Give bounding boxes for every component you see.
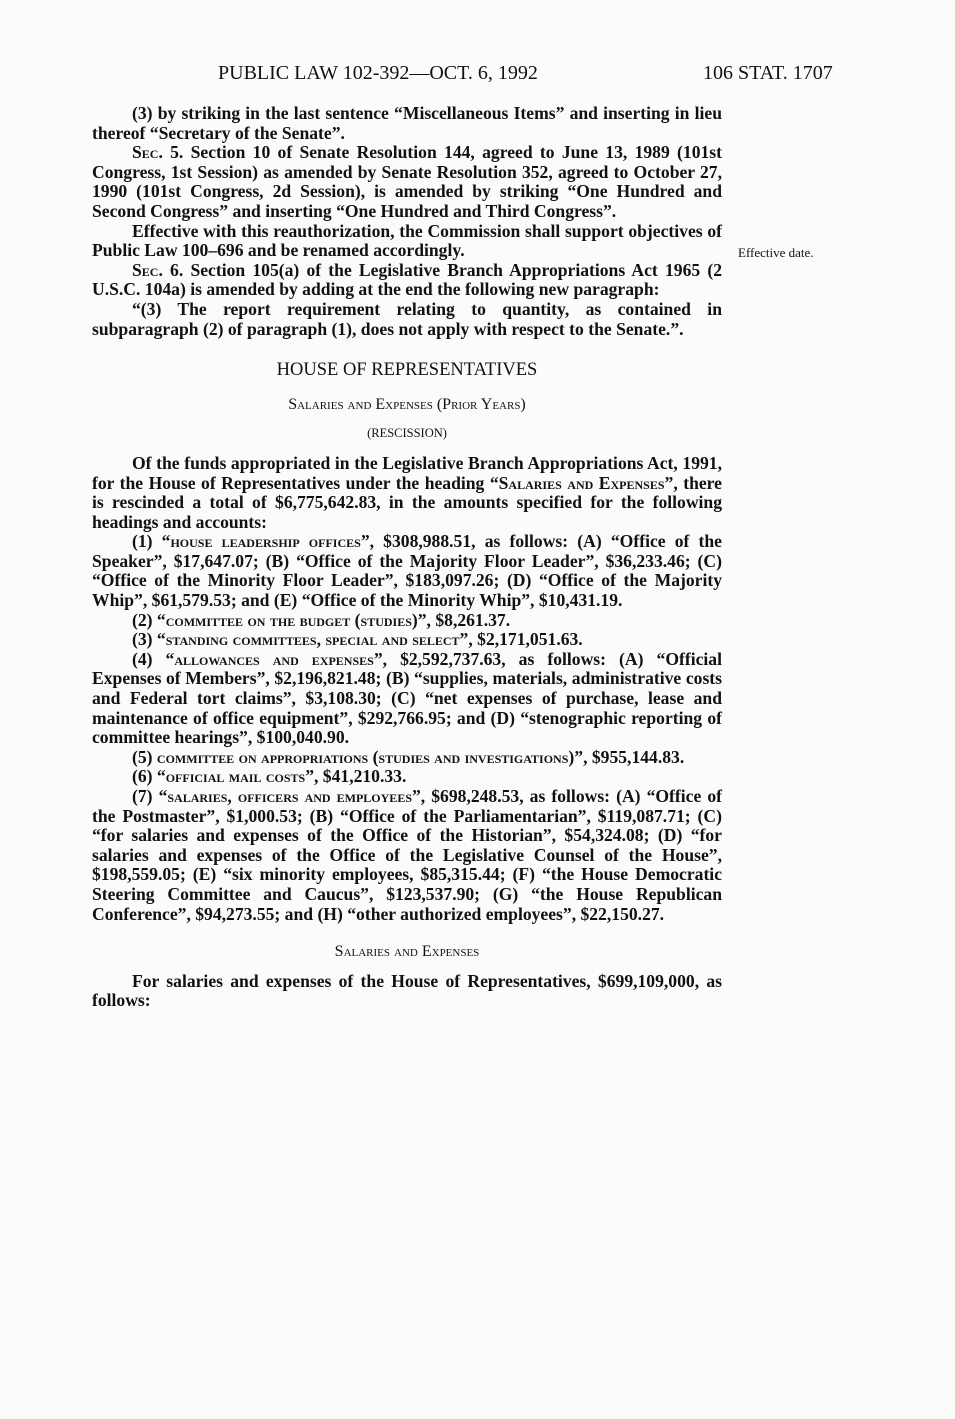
section-text: Section 105(a) of the Legislative Branch Appropriations Act 1965 (2 U.S.C. 104a) is amended by adding at the end the following new paragraph: bbox=[92, 259, 723, 300]
item-text: ”, $955,144.83. bbox=[574, 746, 685, 767]
intro-heading-ref: Salaries and Expenses bbox=[498, 472, 665, 493]
rescission-item bbox=[92, 611, 722, 631]
rescission-intro bbox=[92, 454, 722, 532]
item-heading: house leadership offices bbox=[170, 531, 361, 552]
section-number: Sec. 5. bbox=[132, 142, 184, 163]
heading-house: HOUSE OF REPRESENTATIVES bbox=[276, 360, 538, 381]
item-heading: salaries, officers and employees bbox=[167, 786, 412, 806]
intro-text: ”, there is rescinded a total of $6,775,642.83, in the amounts specified for the following headings and accounts: bbox=[92, 472, 722, 532]
item-heading: allowances and expenses bbox=[174, 648, 374, 669]
heading-salaries: Salaries and Expenses bbox=[334, 943, 480, 961]
item-number: (3) “ bbox=[132, 629, 166, 650]
heading-rescission: (RESCISSION) bbox=[367, 426, 447, 441]
item-text: ”, $698,248.53, as follows: (A) “Office of the Postmaster”, $1,000.53; (B) “Office of the Parliamentarian”, $119,087.71; (C) “for salaries and expenses of the Office of the Historian”, $54,324.08; (D) “for salaries and expenses of the Office of the Legislative Counsel of the House”, $198,559.05; (E) “six minority employees, $85,315.44; (F) “the House Democratic Steering Committee and Caucus”, $123,537.90; (G) “the House Republican Conference”, $94,273.55; and (H) “other authorized employees”, $22,150.27. bbox=[92, 786, 722, 924]
item-number: (4) “ bbox=[132, 648, 175, 669]
rescission-item bbox=[92, 532, 722, 610]
margin-note: Effective date. bbox=[738, 245, 814, 260]
rescission-item bbox=[92, 630, 722, 650]
rescission-item bbox=[92, 748, 722, 768]
intro-text: Of the funds appropriated in the Legislative Branch Appropriations Act, 1991, for the House of Representatives under the heading “ bbox=[92, 452, 722, 493]
document-body bbox=[92, 104, 722, 1011]
rescission-item bbox=[92, 767, 722, 787]
running-title: PUBLIC LAW 102-392—OCT. 6, 1992 bbox=[218, 62, 538, 84]
item-heading: committee on the budget (studies) bbox=[165, 609, 418, 630]
item-text: ”, $8,261.37. bbox=[417, 609, 511, 630]
item-heading: committee on appropriations (studies and investigations) bbox=[156, 746, 575, 767]
item-heading: standing committees, special and select bbox=[165, 629, 460, 650]
section-paragraph bbox=[92, 261, 722, 300]
rescission-item bbox=[92, 787, 722, 924]
section-text: Section 10 of Senate Resolution 144, agreed to June 13, 1989 (101st Congress, 1st Session) as amended by Senate Resolution 352, agreed to October 27, 1990 (101st Congress, 2d Session), is amended by striking “One Hundred and Second Congress” and inserting “One Hundred and Third Congress”. bbox=[92, 142, 722, 221]
item-text: ”, $2,171,051.63. bbox=[459, 629, 583, 650]
item-text: ”, $2,592,737.63, as follows: (A) “Official Expenses of Members”, $2,196,821.48; (B) “supplies, materials, administrative costs and Federal tort claims”, $3,108.30; (C) “net expenses of purchase, lease and maintenance of office equipment”, $292,766.95; and (D) “stenographic reporting of committee hearings”, $100,040.90. bbox=[92, 648, 722, 748]
item-number: (5) bbox=[132, 746, 157, 767]
item-heading: official mail costs bbox=[165, 766, 306, 787]
section-paragraph bbox=[92, 143, 722, 221]
closing-paragraph: For salaries and expenses of the House of Representatives, $699,109,000, as follows: bbox=[92, 970, 722, 1011]
rescission-items bbox=[92, 532, 722, 924]
paragraph: (3) by striking in the last sentence “Miscellaneous Items” and inserting in lieu thereof “Secretary of the Senate”. bbox=[92, 103, 722, 143]
heading-salaries-prior-years: Salaries and Expenses (Prior Years) bbox=[288, 395, 526, 413]
item-number: (7) “ bbox=[132, 786, 168, 806]
item-number: (1) “ bbox=[132, 531, 171, 552]
statute-page-number: 106 STAT. 1707 bbox=[703, 62, 833, 84]
item-number: (2) “ bbox=[132, 609, 166, 630]
paragraph: Effective with this reauthorization, the Commission shall support objectives of Public Law 100–696 and be renamed accordingly. bbox=[92, 220, 722, 261]
item-text: ”, $41,210.33. bbox=[305, 766, 407, 787]
page-header bbox=[0, 58, 955, 90]
rescission-item bbox=[92, 650, 722, 748]
quoted-paragraph: “(3) The report requirement relating to quantity, as contained in subparagraph (2) of paragraph (1), does not apply with respect to the Senate.”. bbox=[92, 298, 722, 339]
item-text: ”, $308,988.51, as follows: (A) “Office of the Speaker”, $17,647.07; (B) “Office of the Majority Floor Leader”, $36,233.46; (C) “Office of the Minority Floor Leader”, $183,097.26; (D) “Office of the Majority Whip”, $61,579.53; and (E) “Office of the Minority Whip”, $10,431.19. bbox=[92, 531, 722, 611]
item-number: (6) “ bbox=[132, 766, 166, 787]
section-number: Sec. 6. bbox=[132, 259, 184, 280]
